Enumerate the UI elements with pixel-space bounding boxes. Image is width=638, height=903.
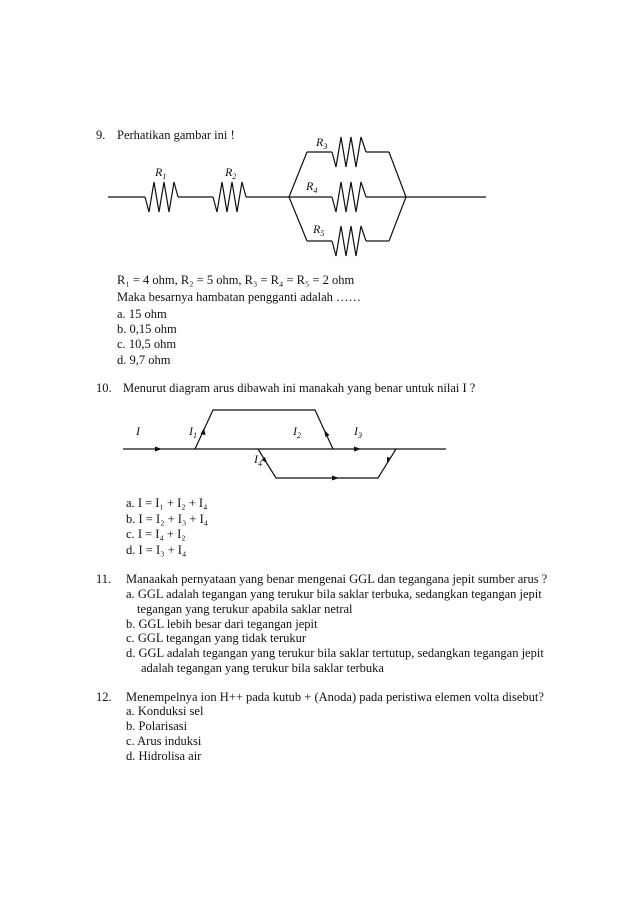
q12-stem: Menempelnya ion H++ pada kutub + (Anoda) pada peristiwa elemen volta disebut?	[126, 690, 544, 704]
r4-label: $R_4$	[306, 179, 318, 195]
upper-branch	[195, 410, 333, 449]
q10-option-a: a. I = I₁ + I₂ + I₄	[126, 496, 208, 510]
q12-number: 12.	[96, 690, 112, 704]
i3-label: $I_3$	[354, 424, 362, 440]
q10-option-d: d. I = I₃ + I₄	[126, 543, 187, 557]
lower-branch	[258, 449, 396, 478]
q12-option-a: a. Konduksi sel	[126, 704, 204, 718]
q9-option-b: b. 0,15 ohm	[117, 322, 177, 336]
arrow-lower	[332, 476, 339, 481]
arrow-lower-right	[387, 457, 391, 464]
arrow-i4	[262, 457, 268, 463]
q11-stem: Manaakah pernyataan yang benar mengenai GGL dan tegangana jepit sumber arus ?	[126, 572, 548, 586]
q12-option-c: c. Arus induksi	[126, 734, 202, 748]
q11-option-a: a. GGL adalah tegangan yang terukur bila saklar terbuka, sedangkan tegangan jepit	[126, 587, 542, 601]
i2-label: $I_2$	[293, 424, 301, 440]
q9-question: Maka besarnya hambatan pengganti adalah ……	[117, 290, 362, 304]
i1-label: $I_1$	[189, 424, 197, 440]
arrow-i3	[354, 447, 361, 452]
q9-option-c: c. 10,5 ohm	[117, 337, 177, 351]
q9-given: R₁ = 4 ohm, R₂ = 5 ohm, R₃ = R₄ = R₅ = 2 ohm	[117, 273, 355, 287]
q12-option-b: b. Polarisasi	[126, 719, 188, 733]
q11-option-d-cont: adalah tegangan yang terukur bila saklar terbuka	[141, 661, 384, 675]
r1-label: $R_1$	[155, 165, 167, 181]
r5-label: $R_5$	[313, 222, 325, 238]
q9-stem: Perhatikan gambar ini !	[117, 128, 235, 142]
q10-stem: Menurut diagram arus dibawah ini manakah yang benar untuk nilai I ?	[123, 381, 476, 395]
arrow-i2	[324, 430, 330, 437]
r2-label: $R_2$	[225, 165, 237, 181]
q11-number: 11.	[96, 572, 112, 586]
q10-option-b: b. I = I₂ + I₃ + I₄	[126, 512, 209, 526]
r3-label: $R_3$	[316, 135, 328, 151]
q12-option-d: d. Hidrolisa air	[126, 749, 202, 763]
arrow-i	[155, 447, 162, 452]
q9-number: 9.	[96, 128, 106, 142]
i4-label: $I_4$	[254, 452, 262, 468]
q10-option-c: c. I = I₄ + I₂	[126, 527, 186, 541]
q11-option-b: b. GGL lebih besar dari tegangan jepit	[126, 617, 318, 631]
i-label: I	[136, 424, 140, 438]
q9-option-a: a. 15 ohm	[117, 307, 167, 321]
q9-option-d: d. 9,7 ohm	[117, 353, 171, 367]
q11-option-a-cont: tegangan yang terukur apabila saklar netral	[137, 602, 353, 616]
q10-number: 10.	[96, 381, 112, 395]
q11-option-c: c. GGL tegangan yang tidak terukur	[126, 631, 307, 645]
q11-option-d: d. GGL adalah tegangan yang terukur bila saklar tertutup, sedangkan tegangan jepit	[126, 646, 544, 660]
